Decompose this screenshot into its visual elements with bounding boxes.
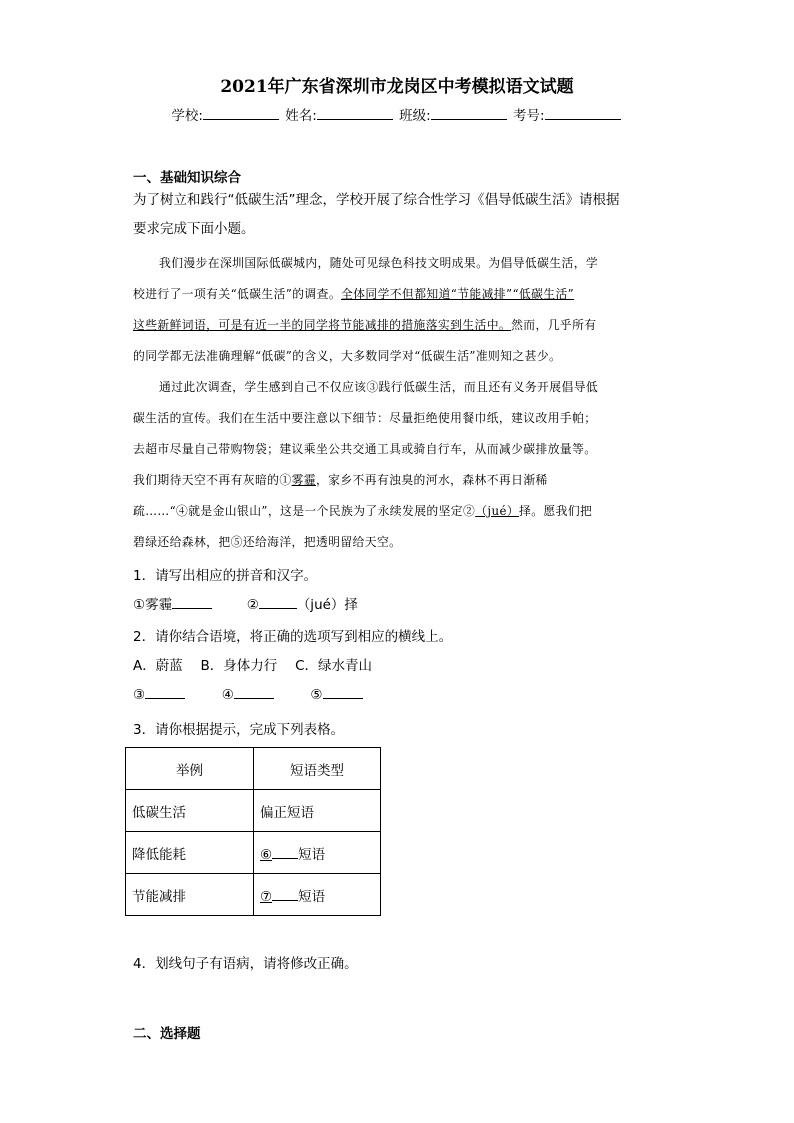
answer-3-blank[interactable] (145, 685, 185, 699)
intro-line-1: 为了树立和践行“低碳生活”理念，学校开展了综合性学习《倡导低碳生活》请根据 (133, 192, 620, 208)
passage-text: ，家乡不再有浊臭的河水，森林不再日渐稀 (315, 473, 548, 487)
answer-6-blank[interactable] (272, 845, 298, 859)
answer-3-label: ③ (133, 687, 146, 703)
passage-line: 通过此次调查，学生感到自己不仅应该③践行低碳生活，而且还有义务开展倡导低 (159, 380, 599, 394)
answer-7-label: ⑦ (260, 888, 273, 905)
class-label: 班级: (399, 108, 431, 124)
answer-2-suffix: （jué）择 (296, 597, 358, 613)
question-4-text: 4．划线句子有语病，请将修改正确。 (133, 956, 358, 972)
passage-line: 去超市尽量自己带购物袋；建议乘坐公共交通工具或骑自行车，从而减少碳排放量等。 (133, 442, 597, 456)
phrase-suffix: 短语 (298, 846, 326, 863)
passage-text: 校进行了一项有关“低碳生活”的调查。 (133, 287, 342, 301)
intro-line-2: 要求完成下面小题。 (133, 221, 255, 237)
underlined-sentence: 这些新鲜词语，可是有近一半的同学将节能减排的措施落实到生活中。 (133, 318, 512, 332)
answer-1-blank[interactable] (172, 595, 212, 609)
passage-line (133, 465, 673, 496)
question-2-options: A．蔚蓝 B．身体力行 C．绿水青山 (133, 658, 373, 674)
answer-4-blank[interactable] (234, 685, 274, 699)
underlined-sentence: 全体同学不但都知道“节能减排”“低碳生活” (341, 287, 575, 301)
student-info-fields (0, 104, 794, 124)
answer-6-label: ⑥ (260, 846, 273, 863)
question-2-text: 2．请你结合语境，将正确的选项写到相应的横线上。 (133, 629, 453, 645)
table-cell: 节能减排 (126, 874, 254, 916)
name-blank[interactable] (317, 107, 393, 120)
question-1 (133, 562, 673, 620)
answer-1-label: ①雾霾 (133, 597, 173, 613)
table-header-row (126, 748, 381, 790)
table-row (126, 832, 381, 874)
section1-heading: 一、基础知识综合 (133, 170, 241, 186)
table-cell (254, 832, 381, 874)
table-header: 短语类型 (254, 748, 381, 790)
answer-5-label: ⑤ (310, 687, 323, 703)
table-row (126, 790, 381, 832)
passage-text: 择。愿我们把 (519, 504, 593, 518)
exam-number-label: 考号: (513, 108, 545, 124)
section2-heading: 二、选择题 (133, 1026, 201, 1042)
exam-number-blank[interactable] (545, 107, 621, 120)
answer-5-blank[interactable] (323, 685, 363, 699)
passage-text: 我们期待天空不再有灰暗的① (133, 473, 292, 487)
passage-line: 碧绿还给森林，把⑤还给海洋，把透明留给天空。 (133, 535, 402, 549)
question-3-text: 3．请你根据提示，完成下列表格。 (133, 722, 345, 738)
section1-intro (133, 186, 673, 244)
passage-line (133, 496, 673, 527)
passage-line: 碳生活的宣传。我们在生活中要注意以下细节：尽量拒绝使用餐巾纸，建议改用手帕； (133, 411, 597, 425)
question-1-text: 1．请写出相应的拼音和汉字。 (133, 568, 318, 584)
page-title: 2021年广东省深圳市龙岗区中考模拟语文试题 (220, 77, 574, 97)
school-blank[interactable] (203, 107, 279, 120)
passage-line: 的同学都无法准确理解“低碳”的含义，大多数同学对“低碳生活”准则知之甚少。 (133, 349, 562, 363)
underlined-pinyin: （jué） (475, 504, 520, 518)
question-2 (133, 623, 673, 710)
answer-2-label: ② (246, 597, 259, 613)
table-row (126, 874, 381, 916)
passage-text: 疏……“④就是金山银山”，这是一个民族为了永续发展的坚定② (133, 504, 476, 518)
table-header: 举例 (126, 748, 254, 790)
passage-line: 我们漫步在深圳国际低碳城内，随处可见绿色科技文明成果。为倡导低碳生活，学 (159, 256, 599, 270)
passage-line (133, 279, 673, 310)
table-cell: 降低能耗 (126, 832, 254, 874)
name-label: 姓名: (285, 108, 317, 124)
phrase-suffix: 短语 (298, 888, 326, 905)
phrase-type-table (125, 747, 381, 916)
class-blank[interactable] (431, 107, 507, 120)
answer-7-blank[interactable] (272, 887, 298, 901)
passage-text: 然而，几乎所有 (511, 318, 597, 332)
question-1-answers (133, 591, 673, 620)
answer-4-label: ④ (221, 687, 234, 703)
table-cell: 低碳生活 (126, 790, 254, 832)
answer-2-blank[interactable] (259, 595, 297, 609)
table-cell (254, 874, 381, 916)
table-cell: 偏正短语 (254, 790, 381, 832)
passage-line (133, 310, 673, 341)
question-2-answers (133, 681, 673, 710)
school-label: 学校: (171, 108, 203, 124)
reading-passage (133, 248, 673, 558)
underlined-word: 雾霾 (291, 473, 316, 487)
